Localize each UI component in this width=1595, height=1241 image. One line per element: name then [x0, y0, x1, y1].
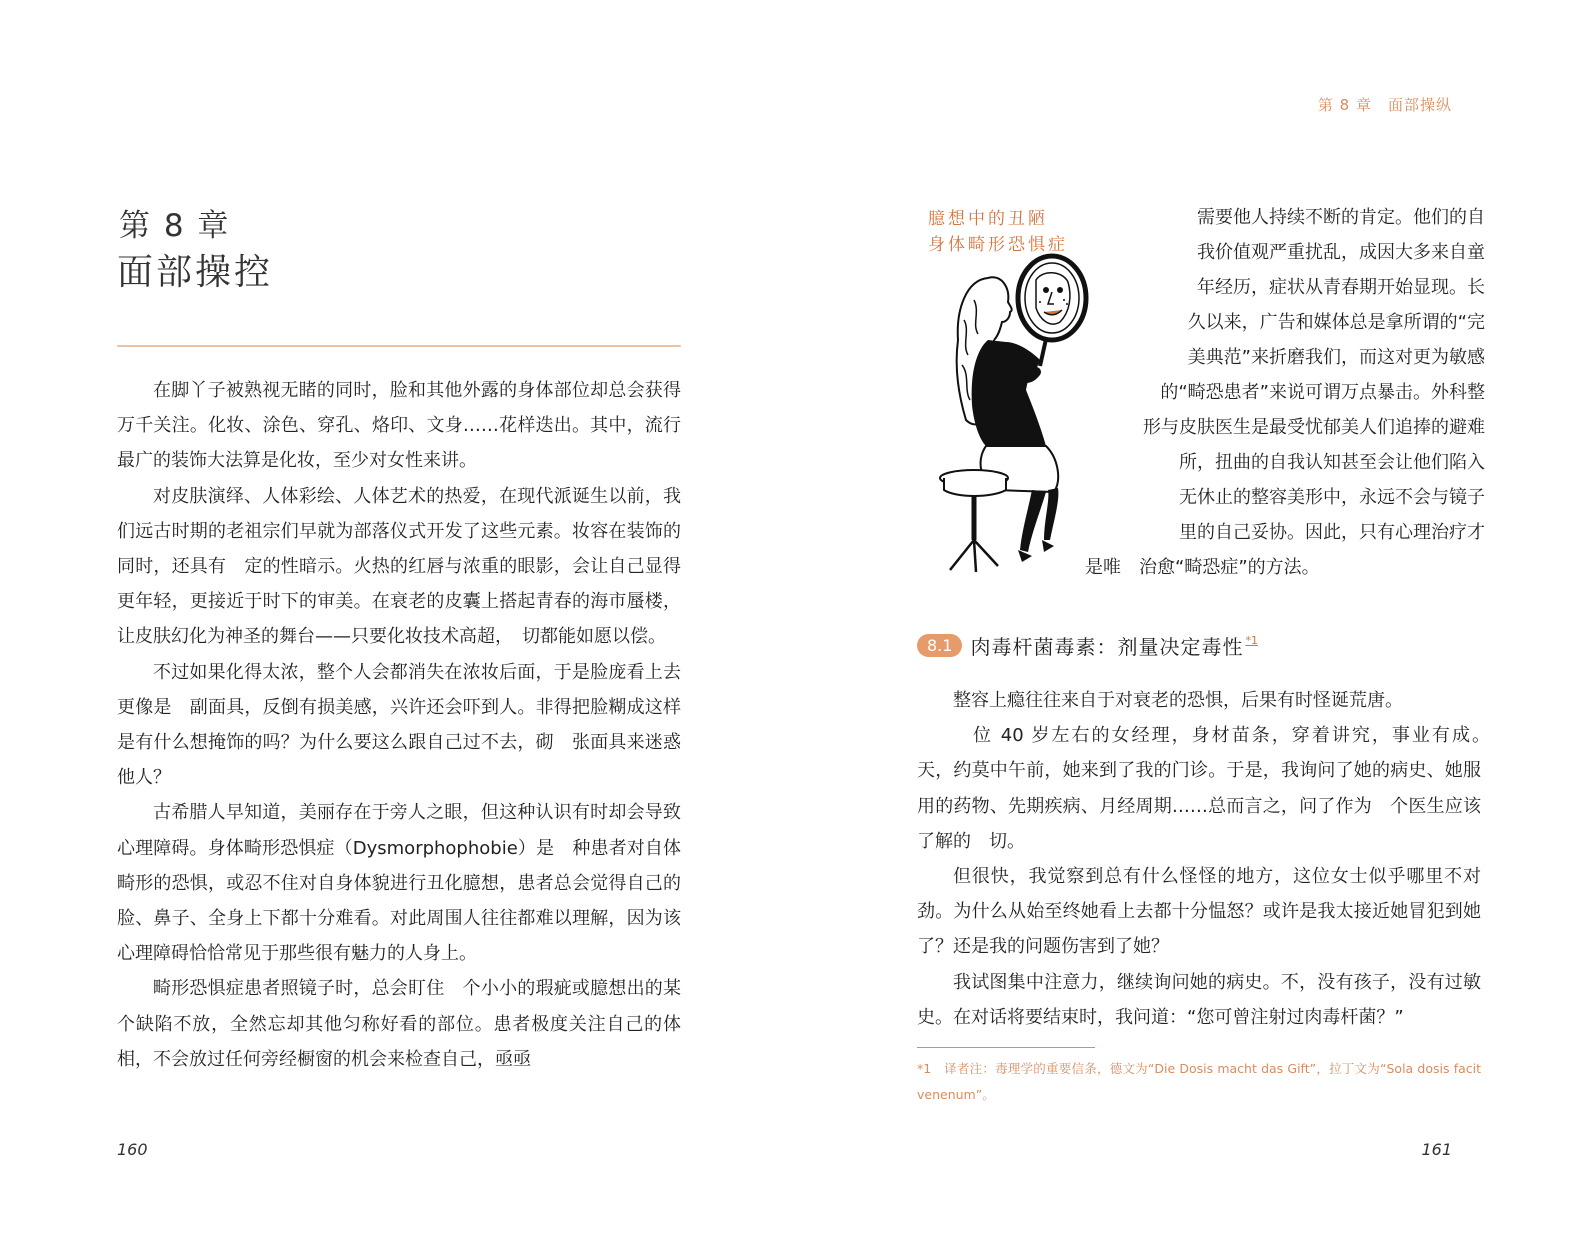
woman-mirror-drawing — [936, 200, 1136, 595]
section-heading — [917, 631, 1258, 665]
paragraph: 我试图集中注意力，继续询问她的病史。不，没有孩子，没有过敏史。在对话将要结束时，我问道：“您可曾注射过肉毒杆菌？” — [917, 971, 1481, 1028]
wrap-line: 需要他人持续不断的肯定。他们的自 — [1197, 207, 1485, 228]
left-page-body — [117, 373, 681, 1077]
chapter-title: 面部操控 — [117, 252, 274, 293]
section-title: 肉毒杆菌毒素：剂量决定毒性 — [970, 635, 1244, 659]
footnote-marker[interactable]: *1 — [1245, 633, 1258, 647]
footnote-divider — [917, 1047, 1095, 1048]
title-divider — [117, 345, 681, 347]
wrap-line: 所，扭曲的自我认知甚至会让他们陷入 — [1179, 452, 1485, 473]
wrap-line: 里的自己妥协。因此，只有心理治疗才 — [1179, 522, 1485, 543]
illustration-caption-line1: 臆想中的丑陋 — [928, 209, 1048, 229]
chapter-number: 第 8 章 — [119, 208, 231, 244]
section-number-badge: 8.1 — [917, 634, 962, 657]
wrap-line: 是唯 治愈“畸恐症”的方法。 — [1085, 557, 1320, 578]
wrap-line: 年经历，症状从青春期开始显现。长 — [1197, 277, 1485, 298]
wrap-line: 美典范”来折磨我们，而这对更为敏感 — [1187, 347, 1485, 368]
illustration-caption-line2: 身体畸形恐惧症 — [928, 235, 1068, 255]
mirror-woman-illustration — [928, 200, 1136, 595]
paragraph: 古希腊人早知道，美丽存在于旁人之眼，但这种认识有时却会导致心理障碍。身体畸形恐惧症（Dysmorphophobie）是 种患者对自体畸形的恐惧，或忍不住对自身体貌进行丑化臆想，患者总会觉得自己的脸、鼻子、全身上下都十分难看。对此周围人往往都难以理解，因为该心理障碍恰恰常见于那些很有魅力的人身上。 — [117, 802, 681, 965]
paragraph: 但很快，我觉察到总有什么怪怪的地方，这位女士似乎哪里不对劲。为什么从始至终她看上去都十分愠怒？或许是我太接近她冒犯到她了？还是我的问题伤害到了她？ — [917, 866, 1481, 958]
page-number-right: 161 — [1421, 1140, 1452, 1159]
page-number-left: 160 — [117, 1140, 148, 1159]
paragraph: 整容上瘾往往来自于对衰老的恐惧，后果有时怪诞荒唐。 — [953, 690, 1403, 711]
paragraph: 对皮肤演绎、人体彩绘、人体艺术的热爱，在现代派诞生以前，我们远古时期的老祖宗们早就为部落仪式开发了这些元素。妆容在装饰的同时，还具有 定的性暗示。火热的红唇与浓重的眼影，会让自己显得更年轻，更接近于时下的审美。在衰老的皮囊上搭起青春的海市蜃楼，让皮肤幻化为神圣的舞台——只要化妆技术高超， 切都能如愿以偿。 — [117, 485, 681, 648]
paragraph: 畸形恐惧症患者照镜子时，总会盯住 个小小的瑕疵或臆想出的某个缺陷不放，全然忘却其他匀称好看的部位。患者极度关注自己的体相，不会放过任何旁经橱窗的机会来检查自己，亟亟 — [117, 978, 681, 1070]
running-head: 第 8 章 面部操纵 — [1317, 96, 1452, 114]
paragraph: 不过如果化得太浓，整个人会都消失在浓妆后面，于是脸庞看上去更像是 副面具，反倒有损美感，兴许还会吓到人。非得把脸糊成这样是有什么想掩饰的吗？为什么要这么跟自己过不去，砌 张面具来迷惑他人？ — [117, 661, 681, 789]
footnote: *1 译者注：毒理学的重要信条，德文为“Die Dosis macht das Gift”，拉丁文为“Sola dosis facit venenum”。 — [917, 1061, 1481, 1102]
wrap-line: 形与皮肤医生是最受忧郁美人们追捧的避难 — [1143, 417, 1485, 438]
wrap-line: 无休止的整容美形中，永远不会与镜子 — [1179, 487, 1485, 508]
paragraph: 位 40 岁左右的女经理，身材苗条，穿着讲究，事业有成。 天，约莫中午前，她来到了我的门诊。于是，我询问了她的病史、她服用的药物、先期疾病、月经周期……总而言之，问了作为 个医生应该了解的 切。 — [917, 725, 1499, 852]
wrap-line: 久以来，广告和媒体总是拿所谓的“完 — [1187, 312, 1485, 333]
paragraph: 在脚丫子被熟视无睹的同时，脸和其他外露的身体部位却总会获得万千关注。化妆、涂色、穿孔、烙印、文身……花样迭出。其中，流行最广的装饰大法算是化妆，至少对女性来讲。 — [117, 380, 681, 472]
wrap-line: 我价值观严重扰乱，成因大多来自童 — [1197, 242, 1485, 263]
right-page-body — [917, 683, 1499, 1035]
wrap-line: 的“畸恐患者”来说可谓万点暴击。外科整 — [1160, 382, 1485, 403]
